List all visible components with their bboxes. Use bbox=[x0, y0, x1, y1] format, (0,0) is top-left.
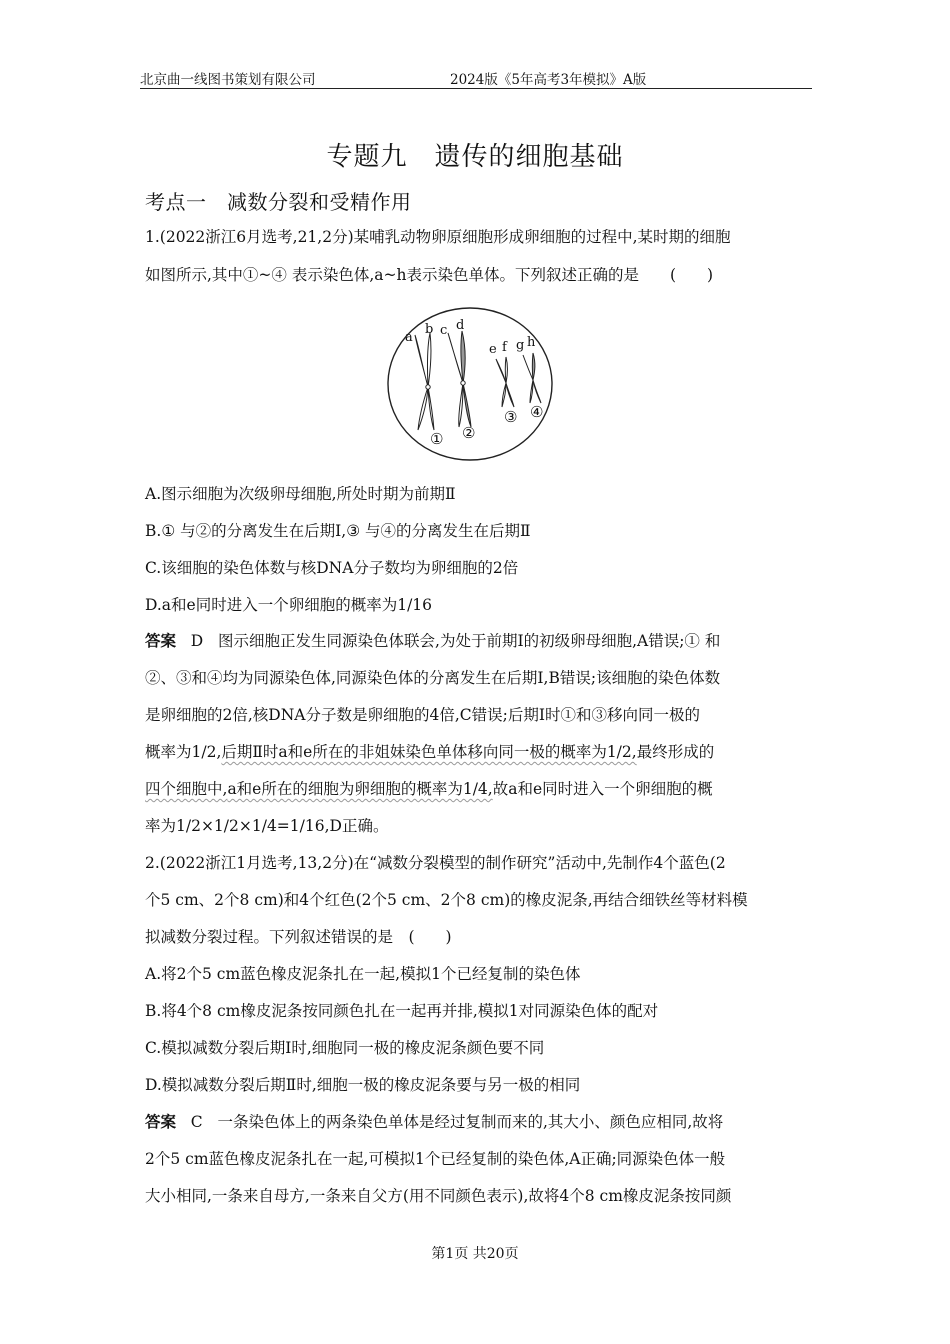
q1-stem-line-1: 1.(2022浙江6月选考,21,2分)某哺乳动物卵原细胞形成卵细胞的过程中,某时期的细胞 bbox=[145, 228, 731, 246]
page-header bbox=[140, 66, 812, 89]
label-chromosome-2: ② bbox=[462, 424, 476, 442]
chapter-title: 专题九 遗传的细胞基础 bbox=[326, 142, 624, 172]
label-e: e bbox=[489, 342, 497, 357]
q1-answer-line-3: 是卵细胞的2倍,核DNA分子数是卵细胞的4倍,C错误;后期Ⅰ时①和③移向同一极的 bbox=[145, 706, 700, 724]
label-chromosome-1: ① bbox=[430, 430, 444, 448]
section-heading: 考点一 减数分裂和受精作用 bbox=[145, 190, 412, 214]
label-chromosome-3: ③ bbox=[504, 408, 518, 426]
q2-stem-line-1: 2.(2022浙江1月选考,13,2分)在“减数分裂模型的制作研究”活动中,先制作4个蓝色(2 bbox=[145, 854, 726, 872]
q1-answer-line-4 bbox=[145, 741, 817, 763]
q1-answer-line-2: ②、③和④均为同源染色体,同源染色体的分离发生在后期Ⅰ,B错误;该细胞的染色体数 bbox=[145, 669, 721, 687]
label-g: g bbox=[516, 338, 525, 353]
publisher-name: 北京曲一线图书策划有限公司 bbox=[140, 72, 316, 88]
cell-figure bbox=[385, 305, 555, 463]
answer-key: C bbox=[190, 1113, 203, 1131]
q2-stem-line-2: 个5 cm、2个8 cm)和4个红色(2个5 cm、2个8 cm)的橡皮泥条,再结合细铁丝等材料模 bbox=[145, 891, 748, 909]
q1-stem-line-2: 如图所示,其中①~④ 表示染色体,a~h表示染色单体。下列叙述正确的是 ( ) bbox=[145, 266, 714, 284]
q2-answer-line-1 bbox=[145, 1111, 817, 1133]
answer-highlight: a和e所在的细胞为卵细胞的概率为1/4, bbox=[227, 780, 493, 798]
label-d: d bbox=[456, 318, 465, 333]
chromosome-4 bbox=[523, 353, 541, 403]
chromosome-2 bbox=[448, 331, 471, 427]
q2-option-a: A.将2个5 cm蓝色橡皮泥条扎在一起,模拟1个已经复制的染色体 bbox=[145, 965, 581, 983]
q1-option-d: D.a和e同时进入一个卵细胞的概率为1/16 bbox=[145, 596, 433, 614]
answer-text: 概率为1/2, bbox=[145, 743, 222, 761]
answer-text: 图示细胞正发生同源染色体联会,为处于前期Ⅰ的初级卵母细胞,A错误;① 和 bbox=[218, 632, 721, 650]
q2-answer-line-2: 2个5 cm蓝色橡皮泥条扎在一起,可模拟1个已经复制的染色体,A正确;同源染色体一般 bbox=[145, 1150, 726, 1168]
q2-option-c: C.模拟减数分裂后期Ⅰ时,细胞同一极的橡皮泥条颜色要不同 bbox=[145, 1039, 545, 1057]
q2-stem-line-3: 拟减数分裂过程。下列叙述错误的是 ( ) bbox=[145, 928, 452, 946]
answer-label: 答案 bbox=[145, 632, 177, 650]
label-f: f bbox=[502, 340, 507, 355]
page-number: 第1页 共20页 bbox=[431, 1246, 519, 1262]
answer-highlight: 四个细胞中, bbox=[145, 780, 228, 798]
q1-option-b: B.① 与②的分离发生在后期Ⅰ,③ 与④的分离发生在后期Ⅱ bbox=[145, 522, 531, 540]
q1-answer-line-6: 率为1/2×1/2×1/4=1/16,D正确。 bbox=[145, 817, 389, 835]
q1-answer-line-5 bbox=[145, 778, 817, 800]
q1-answer-line-1 bbox=[145, 630, 817, 652]
answer-text: 故a和e同时进入一个卵细胞的概 bbox=[492, 780, 713, 798]
label-chromosome-4: ④ bbox=[530, 403, 544, 421]
label-b: b bbox=[425, 322, 434, 337]
label-h: h bbox=[527, 335, 536, 350]
answer-key: D bbox=[190, 632, 204, 650]
q1-option-a: A.图示细胞为次级卵母细胞,所处时期为前期Ⅱ bbox=[145, 485, 456, 503]
chromosome-1 bbox=[415, 333, 434, 430]
answer-text: 最终形成的 bbox=[636, 743, 715, 761]
q1-option-c: C.该细胞的染色体数与核DNA分子数均为卵细胞的2倍 bbox=[145, 559, 519, 577]
answer-label: 答案 bbox=[145, 1113, 177, 1131]
label-c: c bbox=[440, 323, 448, 338]
book-title: 2024版《5年高考3年模拟》A版 bbox=[450, 72, 647, 88]
q2-option-b: B.将4个8 cm橡皮泥条按同颜色扎在一起再并排,模拟1对同源染色体的配对 bbox=[145, 1002, 659, 1020]
answer-text: 一条染色体上的两条染色单体是经过复制而来的,其大小、颜色应相同,故将 bbox=[217, 1113, 724, 1131]
label-a: a bbox=[405, 330, 413, 345]
q2-option-d: D.模拟减数分裂后期Ⅱ时,细胞一极的橡皮泥条要与另一极的相同 bbox=[145, 1076, 581, 1094]
q2-answer-line-3: 大小相同,一条来自母方,一条来自父方(用不同颜色表示),故将4个8 cm橡皮泥条按同颜 bbox=[145, 1187, 732, 1205]
answer-highlight: 后期Ⅱ时a和e所在的非姐妹染色单体移向同一极的概率为1/2, bbox=[221, 743, 637, 761]
chromosome-3 bbox=[496, 357, 514, 407]
